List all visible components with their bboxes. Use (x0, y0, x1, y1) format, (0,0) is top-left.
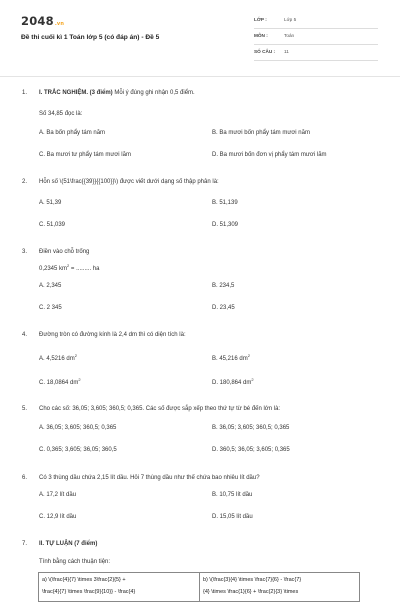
q3-option-b[interactable]: B. 234,5 (212, 283, 235, 289)
q4-option-a[interactable]: A. 4,5216 $dm^2$ (39, 353, 77, 362)
question-3-prompt: 0,2345 $km^2$ = ......... ha (39, 263, 100, 272)
q2-option-c[interactable]: C. 51,039 (39, 222, 66, 228)
q1-option-d[interactable]: D. Ba mươi bốn đơn vị phẩy tám mươi lăm (212, 152, 327, 158)
q5-option-c[interactable]: C. 0,365; 3,605; 36,05; 360,5 (39, 447, 117, 453)
exam-title: Đề thi cuối kì 1 Toán lớp 5 (có đáp án) - Đề 5 (21, 34, 160, 41)
q3-option-d[interactable]: D. 23,45 (212, 305, 235, 311)
q4-option-b[interactable]: B. 45,216 $dm^2$ (212, 353, 250, 362)
q1-option-a[interactable]: A. Ba bốn phẩy tám năm (39, 130, 106, 136)
meta-question-count: SỐ CÂU : 11 (254, 46, 378, 61)
q4-option-c[interactable]: C. 18,0864 $dm^2$ (39, 377, 81, 386)
table-cell-b: b) \(\frac{3}{4} \times \frac{7}{6} - \frac{7} {4} \times \frac{1}{6} + \frac{2}{3} \times (203, 577, 302, 595)
q1-option-b[interactable]: B. Ba mươi bốn phẩy tám mươi năm (212, 130, 310, 136)
meta-subject: MÔN : Toán (254, 30, 378, 45)
q6-option-a[interactable]: A. 17,2 lít dầu (39, 492, 77, 498)
header-divider (0, 76, 400, 77)
q6-option-b[interactable]: B. 10,75 lít dầu (212, 492, 253, 498)
page-header (0, 0, 400, 72)
question-7-prompt: Tính bằng cách thuận tiện: (39, 559, 111, 565)
q3-option-c[interactable]: C. 2 345 (39, 305, 62, 311)
q5-option-b[interactable]: B. 36,05; 3,605; 360,5; 0,365 (212, 425, 290, 431)
site-logo[interactable]: 2048.vn (21, 14, 65, 28)
q2-option-a[interactable]: A. 51,39 (39, 200, 62, 206)
q5-option-a[interactable]: A. 36,05; 3,605; 360,5; 0,365 (39, 425, 117, 431)
calculation-table (38, 572, 360, 602)
q6-option-d[interactable]: D. 15,05 lít dầu (212, 514, 253, 520)
question-1-prompt: Số 34,85 đọc là: (39, 111, 83, 117)
q4-option-d[interactable]: D. 180,864 $dm^2$ (212, 377, 254, 386)
table-cell-a: a) \(\frac{4}{7} \times 3\frac{2}{5} + \frac{4}{7} \times \frac{9}{10}} - \frac{4} (39, 573, 200, 601)
q5-option-d[interactable]: D. 360,5; 36,05; 3,605; 0,365 (212, 447, 290, 453)
meta-grade: LỚP : Lớp 5 (254, 14, 378, 29)
q3-option-a[interactable]: A. 2,345 (39, 283, 62, 289)
q6-option-c[interactable]: C. 12,9 lít dầu (39, 514, 77, 520)
q1-option-c[interactable]: C. Ba mươi tư phẩy tám mươi lăm (39, 152, 131, 158)
q2-option-b[interactable]: B. 51,139 (212, 200, 238, 206)
q2-option-d[interactable]: D. 51,309 (212, 222, 239, 228)
